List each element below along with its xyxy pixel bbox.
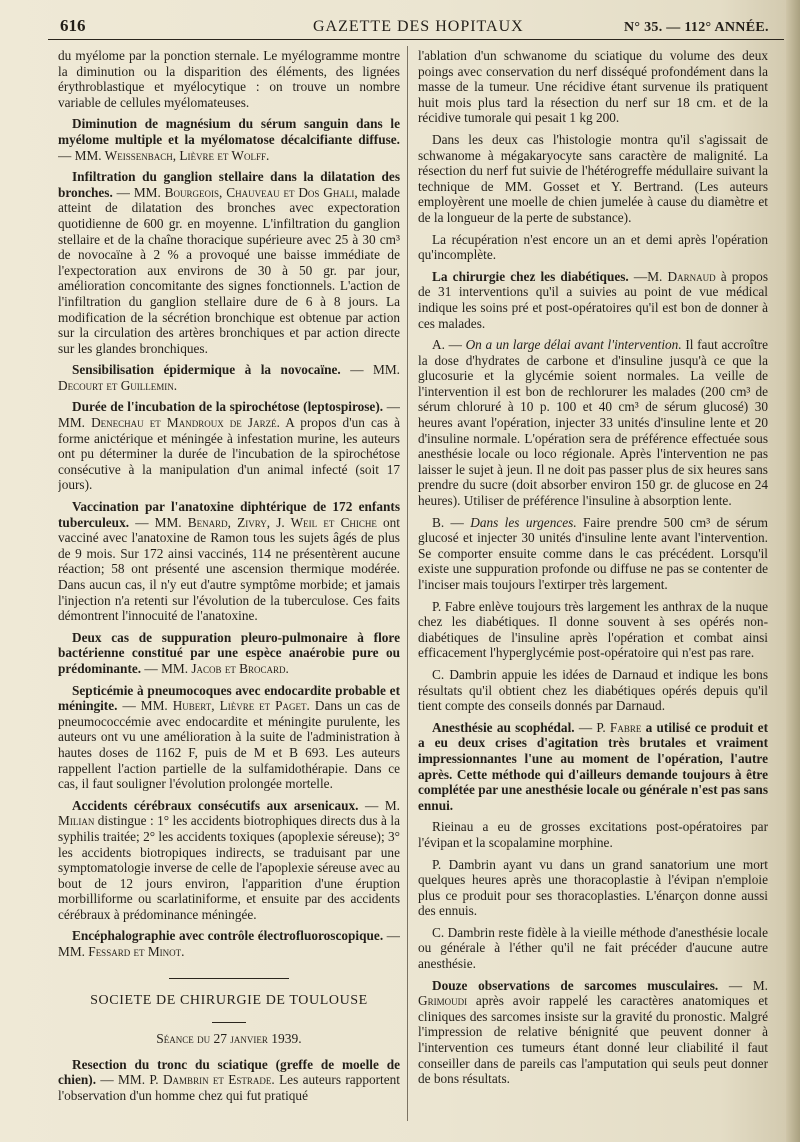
entry-text: après avoir rappelé les caractères anatomiques et cliniques des sarcomes insiste sur la gravité du pronostic. Malgré l'impression de relative bénignité que peuvent donner à l'intervention ces tumeurs étant donné leur cliabilité il faut conseiller dans de pareils cas l'amputation qui seuls peut donner de bons résultats. <box>418 993 768 1087</box>
entry-authors: MM. P. Dambrin et Estrade. <box>118 1072 275 1088</box>
paragraph <box>418 515 768 593</box>
entry-title: Encéphalographie avec contrôle électrofluoroscopique. <box>72 928 384 944</box>
entry-authors: MM. Hubert, Lièvre et Paget. <box>140 698 310 714</box>
entry-title: Sensibilisation épidermique à la novocaïne. <box>72 362 341 378</box>
item-subtitle: Dans les urgences. <box>470 514 577 530</box>
abstract-entry: Septicémie à pneumocoques avec endocardite probable et méningite. — MM. Hubert, Lièvre et Paget. Dans un cas de pneumococcémie avec endocardite et méningite purulente, les auteurs ont vu une amélioration à la suite de l'administration à hautes doses de 1162 F, puis de M et B 693. Les auteurs rappellent l'action partielle de la sulfamidothérapie. Dans ce cas, il faut souligner l'évolution prolongée mortelle. <box>58 682 400 792</box>
entry-authors: — P. Fabre <box>578 719 642 735</box>
entry-text: à propos de 31 interventions qu'il a suivies au point de vue médical indique les soins pré et post-opératoires qu'il est bon de donner à ces malades. <box>418 268 768 331</box>
column-divider <box>407 46 408 1121</box>
abstract-entry: Vaccination par l'anatoxine diphtérique de 172 enfants tuberculeux. — MM. Benard, Zivry, J. Weil et Chiche ont vacciné avec l'anatoxine de Ramon tous les sujets âgés de plus de 9 mois. Sur 172 ainsi vaccinés, 114 ne présentèrent aucune réaction; 58 ont présenté une ascension thermique modérée. Dans aucun cas, il n'y eut d'autre symptôme morbide; et jamais l'injection n'a retenti sur l'évolution de la tuberculose. Ces faits démontrent l'innocuité de l'anatoxine. <box>58 499 400 624</box>
entry-text: Il faut accroître la dose d'hydrates de carbone et d'insuline jusqu'à ce que la glucosurie et la glycémie soient normales. La veille de l'intervention il est bon de rechlorurer les malades (200 cm³ de sérum chloruré à 10 p. 100 et 40 cm³ de sérum glucosé) 30 heures avant l'opération, injecter 33 unités d'insuline lente et 20 d'insuline normale. L'opération sera de préférence effectuée sous anesthésie locale ou loco régionale. Après l'intervention ne pas laisser le sujet à jeun. Il ne doit pas passer plus de six heures sans prendre du sucre (doit absorber environ 150 gr. de glucose en 24 heures). Utiliser de préférence l'insuline à absorption lente. <box>418 337 768 509</box>
issue-label: N° 35. — 112° ANNÉE. <box>624 20 769 35</box>
entry-text: a utilisé ce produit et a eu deux crises d'agitation très brutales et vraiment impressionnantes l'une au moment de l'opération, l'autre après. Cette méthode qui d'ailleurs demande toujours à être complétée par une anesthésie locale ou générale n'est pas sans ennui. <box>418 719 768 813</box>
abstract-entry <box>418 269 768 331</box>
entry-text: malade atteint de dilatation des bronches avec expectoration quotidienne de 600 gr. en moyenne. L'infiltration du ganglion stellaire et de la chaîne thoracique supérieure avec 25 à 30 cm³ de novocaïne à 2 % a provoqué une baisse immédiate de l'expectoration aux environs de 30 à 50 gr. par jour, amélioration concomitante des signes fonctionnels. L'action de l'infiltration du ganglion stellaire dure de 6 à 8 jours. La modification de la sécrétion bronchique est obtenue par action sur la circulation des artères bronchiques et par action directe sur les glandes bronchiques. <box>58 184 400 356</box>
paragraph <box>418 337 768 509</box>
entry-authors: —M. Darnaud <box>633 268 716 284</box>
abstract-entry: Resection du tronc du sciatique (greffe de moelle de chien). — MM. P. Dambrin et Estrade. Les auteurs rapportent l'observation d'un homme chez qui fut pratiqué <box>58 1056 400 1104</box>
entry-authors: MM. Weissenbach, Lièvre et Wolff. <box>74 147 270 163</box>
heading-underline <box>212 1022 246 1023</box>
right-column <box>418 48 768 1118</box>
page-edge <box>786 0 800 1142</box>
entry-authors: M. Milian <box>58 797 400 829</box>
paragraph: La récupération n'est encore un an et demi après l'opération qu'incomplète. <box>418 231 768 263</box>
session-date: Séance du 27 janvier 1939. <box>156 1031 302 1047</box>
paragraph: Rieinau a eu de grosses excitations post-opératoires par l'évipan et la scopalamine morphine. <box>418 819 768 850</box>
page-number: 616 <box>60 16 86 35</box>
paragraph: P. Fabre enlève toujours très largement les anthrax de la nuque chez les diabétiques. Il donne souvent à ses opérés non-diabétiques de l'insuline après l'opération et combat ainsi efficacement l'hyperglycémie post-opératoire qui n'est pas rare. <box>418 598 768 661</box>
entry-text: Les auteurs rapportent l'observation d'un homme chez qui fut pratiqué <box>58 1072 400 1104</box>
abstract-entry: Infiltration du ganglion stellaire dans la dilatation des bronches. — MM. Bourgeois, Chauveau et Dos Ghali, malade atteint de dilatation des bronches avec expectoration quotidienne de 600 gr. en moyenne. L'infiltration du ganglion stellaire et de la chaîne thoracique supérieure avec 25 à 30 cm³ de novocaïne à 2 % a provoqué une baisse immédiate de l'expectoration aux environs de 30 à 50 gr. par jour, amélioration concomitante des signes fonctionnels. L'action de l'infiltration du ganglion stellaire dure de 6 à 8 jours. La modification de la sécrétion bronchique est obtenue par action sur la circulation des artères bronchiques et par action directe sur les glandes bronchiques. <box>58 169 400 356</box>
entry-title: Septicémie à pneumocoques avec endocardite probable et méningite. <box>58 682 400 714</box>
entry-title: Douze observations de sarcomes musculaires. <box>432 977 719 993</box>
society-heading: SOCIETE DE CHIRURGIE DE TOULOUSE <box>90 992 368 1008</box>
entry-authors: MM. Denechau et Mandroux de Jarzé. <box>58 415 280 431</box>
abstract-entry: Diminution de magnésium du sérum sanguin dans le myélome multiple et la myélomatose décalcifiante diffuse. — MM. Weissenbach, Lièvre et Wolff. <box>58 116 400 163</box>
abstract-entry: Deux cas de suppuration pleuro-pulmonaire à flore bactérienne constitué par une espèce anaérobie pure ou prédominante. — MM. Jacob et Brocard. <box>58 629 400 676</box>
item-lead: A. — <box>432 337 466 353</box>
entry-authors: — M. Grimoudi <box>418 977 768 1009</box>
page-header <box>48 14 784 40</box>
entry-title: Accidents cérébraux consécutifs aux arsenicaux. <box>72 797 359 813</box>
abstract-entry: Sensibilisation épidermique à la novocaïne. — MM. Decourt et Guillemin. <box>58 362 400 393</box>
left-column <box>58 48 400 1118</box>
entry-title: Durée de l'incubation de la spirochétose (leptospirose). <box>72 399 384 415</box>
abstract-entry <box>418 720 768 814</box>
abstract-entry: Encéphalographie avec contrôle électrofluoroscopique. — MM. Fessard et Minot. <box>58 928 400 960</box>
entry-authors: MM. Benard, Zivry, J. Weil et Chiche <box>154 514 377 530</box>
entry-authors: MM. Fessard et Minot. <box>58 944 185 960</box>
item-lead: B. — <box>432 514 471 530</box>
paragraph: du myélome par la ponction sternale. Le myélogramme montre la diminution ou la disparition des éléments, des lignées érythroblastique et myélocytique : on trouve un nombre variable de cellules myélomateuses. <box>58 48 400 110</box>
paragraph: C. Dambrin reste fidèle à la vieille méthode d'anesthésie locale ou générale à l'éther qu'il ne fait précéder d'aucune autre anesthésie. <box>418 924 768 972</box>
abstract-entry <box>418 978 768 1087</box>
entry-title: Resection du tronc du sciatique (greffe de moelle de chien). <box>58 1056 400 1088</box>
paragraph: P. Dambrin ayant vu dans un grand sanatorium une mort quelques heures après une thoracoplastie à l'évipan n'emploie plus ce produit pour ses thoracoplasties. L'énarçon donne aussi des ennuis. <box>418 856 768 919</box>
section-separator <box>169 978 289 979</box>
entry-text: Faire prendre 500 cm³ de sérum glucosé et injecter 30 unités d'insuline lente avant l'intervention. Se comporter ensuite comme dans le cas précédent. Lorsqu'il existe une suppuration profonde ou diffuse ne pas se contenter de l'inciser mais toujours l'extirper très largement. <box>418 514 768 592</box>
entry-text: A propos d'un cas à forme anictérique et méningée à infestation murine, les auteurs ont pu déterminer la durée de l'incubation de la spirochétose consécutive à la manipulation d'un animal infecté (soit 17 jours). <box>58 415 400 493</box>
entry-title: Deux cas de suppuration pleuro-pulmonaire à flore bactérienne constitué par une espèce anaérobie pure ou prédominante. <box>58 629 400 676</box>
abstract-entry: Accidents cérébraux consécutifs aux arsenicaux. — M. Milian distingue : 1° les accidents biotrophiques directs dus à la syphilis traitée; 2° les accidents toxiques (apoplexie séreuse); 3° les accidents biotropiques indirects, se traduisant par une symptomatologie inverse de celle de l'apoplexie séreuse avec au bout de 12 jours environ, l'apparition d'une éruption morbilliforme ou scarlatiniforme, et ensuite par des accidents cérébraux à prédominance méningée. <box>58 797 400 922</box>
entry-title: Vaccination par l'anatoxine diphtérique de 172 enfants tuberculeux. <box>58 499 400 530</box>
paragraph: C. Dambrin appuie les idées de Darnaud et indique les bons résultats qu'il obtient chez les diabétiques opérés depuis qu'il tient compte des conseils donnés par Darnaud. <box>418 666 768 714</box>
entry-title: La chirurgie chez les diabétiques. <box>432 268 629 284</box>
entry-authors: MM. Bourgeois, Chauveau et Dos Ghali, <box>133 184 358 200</box>
entry-title: Infiltration du ganglion stellaire dans la dilatation des bronches. <box>58 169 400 200</box>
entry-authors: MM. Jacob et Brocard. <box>161 660 289 676</box>
entry-text: distingue : 1° les accidents biotrophiques directs dus à la syphilis traitée; 2° les accidents toxiques (apoplexie séreuse); 3° les accidents biotropiques indirects, se traduisant par une symptomatologie inverse de celle de l'apoplexie séreuse avec au bout de 12 jours environ, l'apparition d'une éruption morbilliforme ou scarlatiniforme, et ensuite par des accidents cérébraux à prédominance méningée. <box>58 813 400 922</box>
entry-title: Anesthésie au scophédal. <box>432 719 575 735</box>
journal-title: GAZETTE DES HOPITAUX <box>313 18 524 35</box>
item-subtitle: On a un large délai avant l'intervention. <box>465 337 682 353</box>
entry-text: ont vacciné avec l'anatoxine de Ramon tous les sujets âgés de plus de 9 mois. Sur 172 ainsi vaccinés, 114 ne présentèrent aucune réaction; 58 ont présenté une ascension thermique modérée. Dans aucun cas, il n'y eut d'autre symptôme morbide; et jamais l'injection n'a retenti sur l'évolution de la tuberculose. Ces faits démontrent l'innocuité de l'anatoxine. <box>58 514 400 624</box>
paragraph: l'ablation d'un schwanome du sciatique du volume des deux poings avec conservation du nerf disséqué profondément dans la masse de la tumeur. Une récidive étant survenue ils pratiquent huit mois plus tard la résection du nerf sur 18 cm. et de la récidive tumorale qui pesait 1 kg 200. <box>418 48 768 126</box>
abstract-entry: Durée de l'incubation de la spirochétose (leptospirose). — MM. Denechau et Mandroux de Jarzé. A propos d'un cas à forme anictérique et méningée à infestation murine, les auteurs ont pu déterminer la durée de l'incubation de la spirochétose consécutive à la manipulation d'un animal infecté (soit 17 jours). <box>58 399 400 493</box>
entry-authors: MM. Decourt et Guillemin. <box>58 362 400 393</box>
entry-text: Dans un cas de pneumococcémie avec endocardite et méningite purulente, les auteurs ont vu une amélioration à la suite de l'administration à hautes doses de 1162 F, puis de M et B 693. Les auteurs rappellent l'action partielle de la sulfamidothérapie. Dans ce cas, il faut souligner l'évolution prolongée mortelle. <box>58 698 400 792</box>
entry-title: Diminution de magnésium du sérum sanguin dans le myélome multiple et la myélomatose décalcifiante diffuse. <box>58 116 400 147</box>
paragraph: Dans les deux cas l'histologie montra qu'il s'agissait de schwanome à mégakaryocyte sans caractère de malignité. La résection du nerf fut suivie de l'hétérogreffe médullaire suivant la technique de MM. Gosset et Y. Bertrand. (Les auteurs employèrent une moelle de chien jumelée à cause du diamètre et de la longueur de la perte de substance). <box>418 131 768 225</box>
